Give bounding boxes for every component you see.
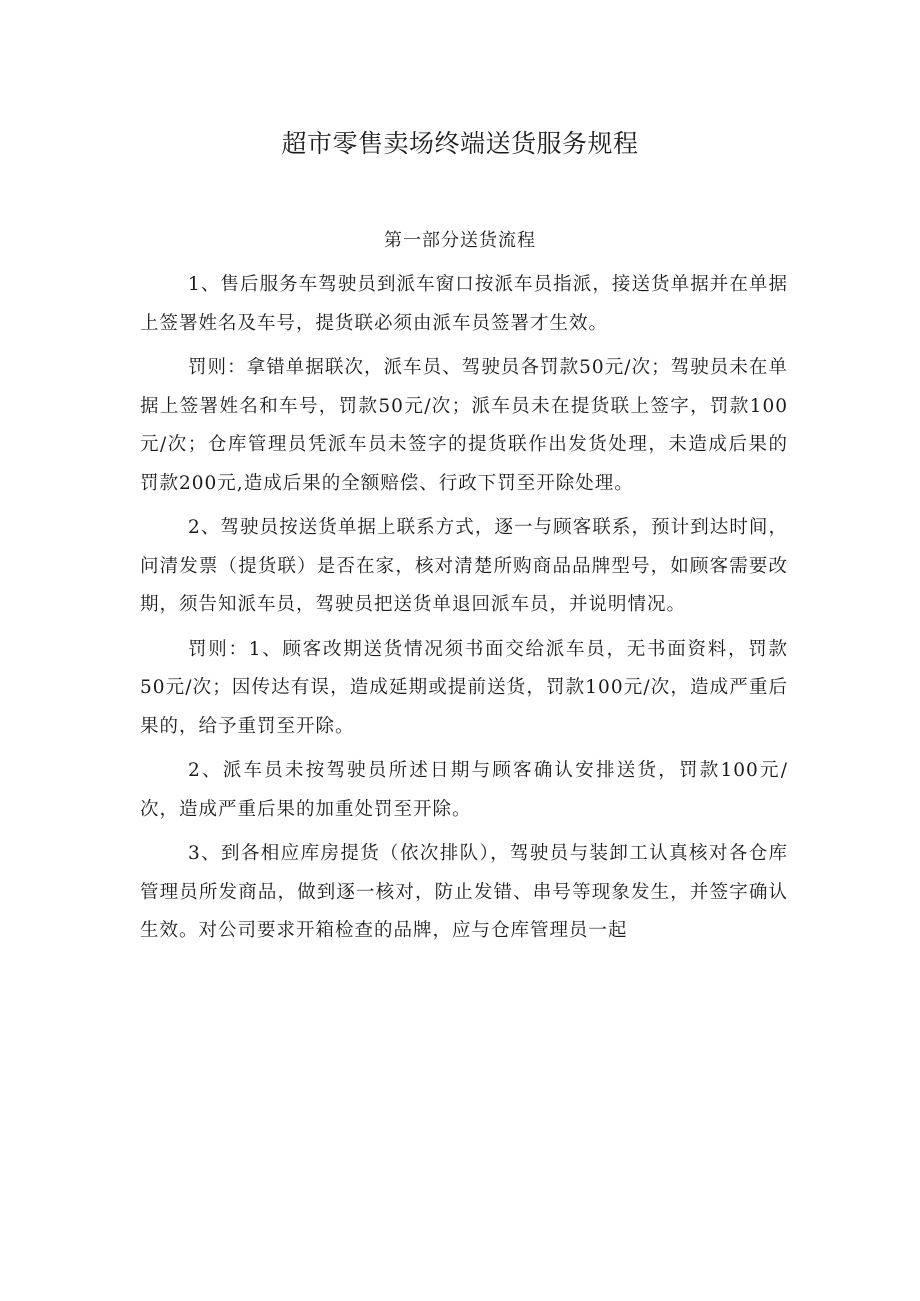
paragraph-step-2: 2、驾驶员按送货单据上联系方式，逐一与顾客联系，预计到达时间，问清发票（提货联）是否在家，核对清楚所购商品品牌型号，如顾客需要改期，须告知派车员，驾驶员把送货单退回派车员，并说明情况。 [140,517,788,615]
document-title: 超市零售卖场终端送货服务规程 [281,129,639,158]
paragraph-penalty-1: 罚则：拿错单据联次，派车员、驾驶员各罚款50元/次；驾驶员未在单据上签署姓名和车号，罚款50元/次；派车员未在提货联上签字，罚款100元/次；仓库管理员凭派车员未签字的提货联作出发货处理，未造成后果的罚款200元,造成后果的全额赔偿、行政下罚至开除处理。 [140,357,788,494]
document-body [140,266,788,957]
section-heading: 第一部分送货流程 [384,230,536,251]
paragraph-penalty-2-2: 2、派车员未按驾驶员所述日期与顾客确认安排送货，罚款100元/次，造成严重后果的加重处罚至开除。 [140,760,788,820]
paragraph-step-1: 1、售后服务车驾驶员到派车窗口按派车员指派，接送货单据并在单据上签署姓名及车号，提货联必须由派车员签署才生效。 [140,274,788,334]
paragraph-penalty-2-1: 罚则：1、顾客改期送货情况须书面交给派车员，无书面资料，罚款50元/次；因传达有误，造成延期或提前送货，罚款100元/次，造成严重后果的，给予重罚至开除。 [140,638,788,737]
paragraph-step-3: 3、到各相应库房提货（依次排队），驾驶员与装卸工认真核对各仓库管理员所发商品，做到逐一核对，防止发错、串号等现象发生，并签字确认生效。对公司要求开箱检查的品牌，应与仓库管理员一起 [140,843,788,941]
